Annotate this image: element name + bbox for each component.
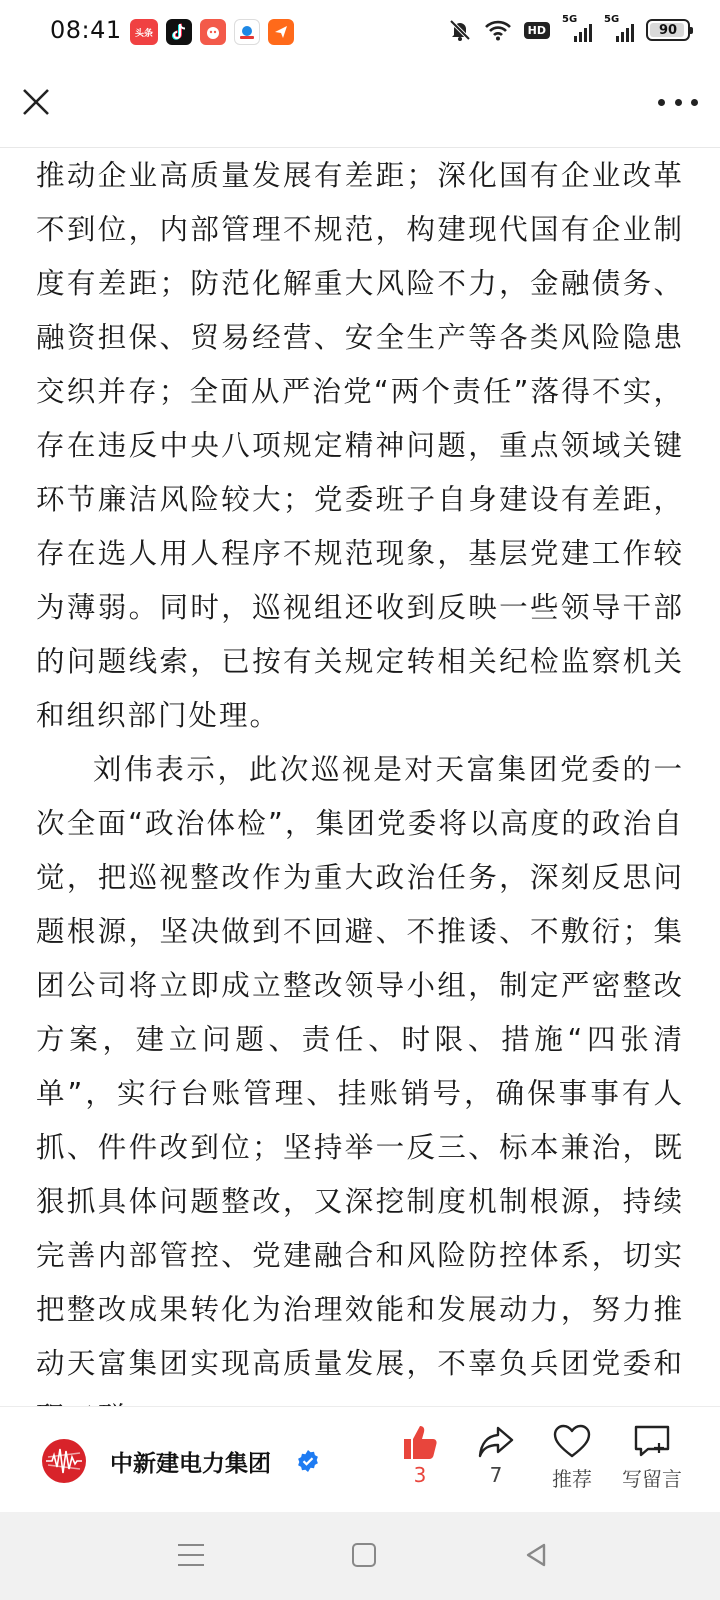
comment-label: 写留言 xyxy=(622,1467,682,1491)
status-bar xyxy=(0,0,720,64)
system-nav-bar xyxy=(0,1512,720,1600)
share-button[interactable] xyxy=(456,1423,536,1487)
status-time: 08:41 xyxy=(50,16,122,44)
heart-icon xyxy=(552,1423,592,1461)
thumbs-up-icon xyxy=(400,1423,440,1461)
battery-icon: 90 xyxy=(646,19,690,41)
publisher-name[interactable]: 中新建电力集团 xyxy=(110,1451,271,1477)
recent-apps-icon[interactable] xyxy=(178,1544,204,1566)
like-count: 3 xyxy=(413,1463,427,1487)
toutiao-app-icon: 头条 xyxy=(130,19,158,45)
share-count: 7 xyxy=(489,1463,503,1487)
shopping-app-icon xyxy=(200,19,226,45)
article-paragraph: 推动企业高质量发展有差距；深化国有企业改革不到位，内部管理不规范，构建现代国有企业制度有差距；防范化解重大风险不力，金融债务、融资担保、贸易经营、安全生产等各类风险隐患交织并存；全面从严治党“两个责任”落得不实，存在违反中央八项规定精神问题，重点领域关键环节廉洁风险较大；党委班子自身建设有差距，存在选人用人程序不规范现象，基层党建工作较为薄弱。同时，巡视组还收到反映一些领导干部的问题线索，已按有关规定转相关纪检监察机关和组织部门处理。 xyxy=(36,159,684,732)
action-bar xyxy=(0,1406,720,1512)
message-app-icon xyxy=(268,19,294,45)
home-icon[interactable] xyxy=(352,1543,376,1567)
verified-badge-icon xyxy=(296,1449,320,1473)
comment-add-icon xyxy=(632,1423,672,1461)
wifi-icon xyxy=(484,19,512,41)
hd-badge: HD xyxy=(524,22,550,39)
news-app-icon xyxy=(234,19,260,45)
article-body xyxy=(36,149,684,1405)
notification-icons xyxy=(130,19,294,45)
signal-5g-icon: 5G xyxy=(562,16,592,44)
like-button[interactable] xyxy=(380,1423,460,1487)
article-paragraph: 刘伟表示，此次巡视是对天富集团党委的一次全面“政治体检”，集团党委将以高度的政治自觉，把巡视整改作为重大政治任务，深刻反思问题根源，坚决做到不回避、不推诿、不敷衍；集团公司将立即成立整改领导小组，制定严密整改方案，建立问题、责任、时限、措施“四张清单”，实行台账管理、挂账销号，确保事事有人抓、件件改到位；坚持举一反三、标本兼治，既狠抓具体问题整改，又深挖制度机制根源，持续完善内部管控、党建融合和风险防控体系，切实把整改成果转化为治理效能和发展动力，努力推动天富集团实现高质量发展，不辜负兵团党委和 xyxy=(36,753,684,1380)
write-comment-button[interactable] xyxy=(612,1423,692,1492)
signal-5g-icon-2: 5G xyxy=(604,16,634,44)
mute-bell-icon xyxy=(448,18,472,42)
close-icon[interactable] xyxy=(18,84,54,120)
recommend-button[interactable] xyxy=(532,1423,612,1492)
back-icon[interactable] xyxy=(522,1541,550,1569)
recommend-label: 推荐 xyxy=(552,1467,592,1491)
top-nav xyxy=(0,64,720,148)
share-arrow-icon xyxy=(476,1423,516,1461)
tiktok-app-icon xyxy=(166,19,192,45)
more-options-icon[interactable] xyxy=(658,94,698,110)
publisher-logo[interactable] xyxy=(42,1439,86,1483)
status-indicators xyxy=(448,16,690,44)
